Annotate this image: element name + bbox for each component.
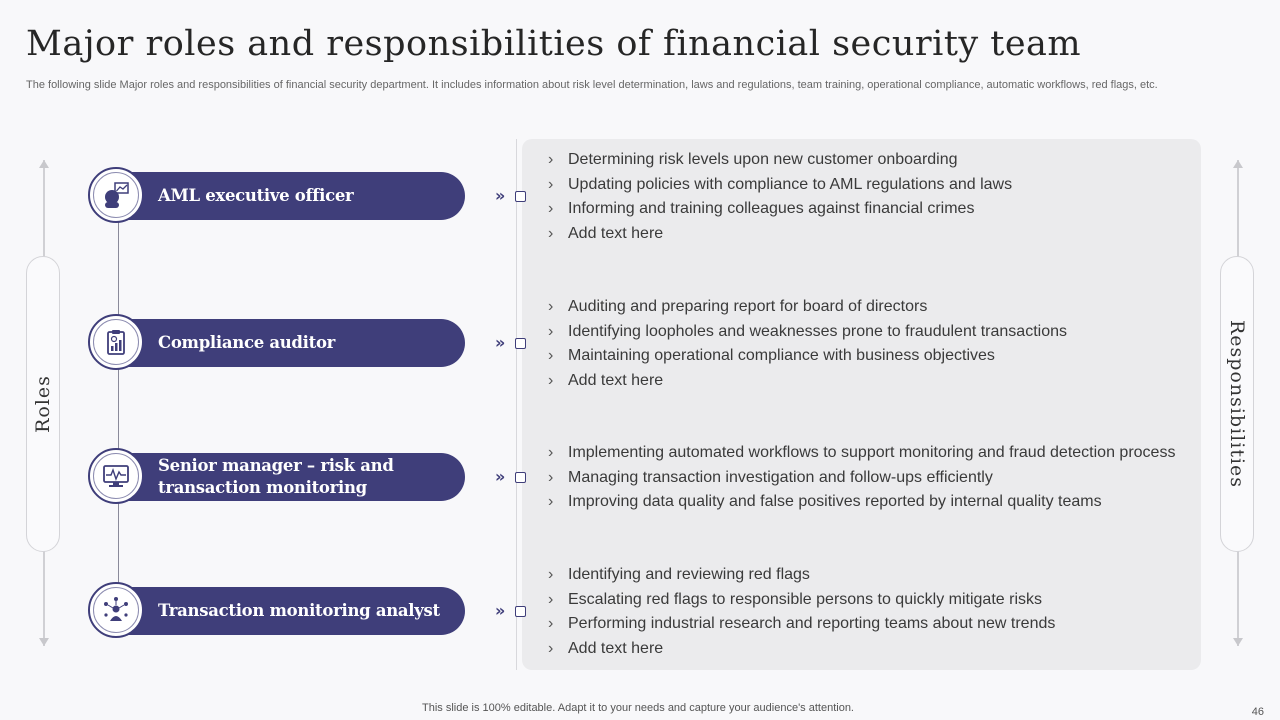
connector-square — [515, 338, 526, 349]
roles-pill — [26, 256, 60, 552]
responsibility-item: › Improving data quality and false positives reported by internal quality teams — [548, 490, 1175, 515]
roles-connector-line — [118, 196, 119, 612]
responsibility-item: › Performing industrial research and reporting teams about new trends — [548, 612, 1055, 637]
responsibility-item: › Add text here — [548, 369, 1067, 394]
role-label: Senior manager – risk and transaction monitoring — [158, 456, 394, 497]
analyst-network-icon — [101, 595, 131, 625]
role-icon-circle — [88, 582, 144, 638]
role-icon-circle — [88, 448, 144, 504]
roles-label: Roles — [32, 375, 54, 433]
responsibilities-rail — [1218, 160, 1258, 646]
arrow-up-icon — [39, 160, 49, 168]
role-senior-manager — [88, 453, 465, 501]
responsibility-item: › Escalating red flags to responsible persons to quickly mitigate risks — [548, 588, 1055, 613]
page-number: 46 — [1251, 706, 1264, 718]
responsibility-list-auditor — [548, 295, 1067, 393]
footer-note: This slide is 100% editable. Adapt it to your needs and capture your audience's attention. — [422, 702, 854, 714]
responsibility-item: › Updating policies with compliance to AML regulations and laws — [548, 173, 1012, 198]
connector-square — [515, 191, 526, 202]
role-compliance-auditor — [88, 319, 465, 367]
person-chart-icon — [101, 180, 131, 210]
responsibility-item: › Auditing and preparing report for board of directors — [548, 295, 1067, 320]
chevron-right-icon: » — [495, 467, 506, 486]
connector-square — [515, 606, 526, 617]
role-icon-circle — [88, 167, 144, 223]
responsibility-item: › Add text here — [548, 637, 1055, 662]
role-label: Compliance auditor — [158, 333, 336, 352]
responsibility-item: › Implementing automated workflows to support monitoring and fraud detection process — [548, 441, 1175, 466]
roles-rail — [24, 160, 64, 646]
arrow-down-icon — [39, 638, 49, 646]
role-label: Transaction monitoring analyst — [158, 601, 440, 620]
responsibilities-label: Responsibilities — [1226, 319, 1248, 489]
role-aml-executive-officer — [88, 172, 465, 220]
slide-title: Major roles and responsibilities of financial security team — [26, 24, 1082, 64]
chevron-right-icon: » — [495, 333, 506, 352]
chevron-right-icon: » — [495, 186, 506, 205]
arrow-up-icon — [1233, 160, 1243, 168]
arrow-down-icon — [1233, 638, 1243, 646]
clipboard-chart-icon — [101, 327, 131, 357]
role-transaction-monitoring-analyst — [88, 587, 465, 635]
responsibility-item: › Informing and training colleagues against financial crimes — [548, 197, 1012, 222]
slide-subtitle: The following slide Major roles and responsibilities of financial security department. It includes information about risk level determination, laws and regulations, team training, operational compliance, automatic workflows, red flags, etc. — [26, 79, 1158, 91]
responsibility-item: › Add text here — [548, 222, 1012, 247]
chevron-right-icon: » — [495, 601, 506, 620]
connector-square — [515, 472, 526, 483]
responsibility-list-senior-manager — [548, 441, 1175, 515]
role-label: AML executive officer — [158, 186, 354, 205]
divider — [516, 139, 517, 670]
responsibilities-pill — [1220, 256, 1254, 552]
role-icon-circle — [88, 314, 144, 370]
responsibility-item: › Identifying loopholes and weaknesses prone to fraudulent transactions — [548, 320, 1067, 345]
responsibility-item: › Determining risk levels upon new customer onboarding — [548, 148, 1012, 173]
responsibility-item: › Managing transaction investigation and follow-ups efficiently — [548, 466, 1175, 491]
responsibility-item: › Identifying and reviewing red flags — [548, 563, 1055, 588]
monitor-pulse-icon — [101, 461, 131, 491]
responsibility-list-aml — [548, 148, 1012, 246]
responsibility-item: › Maintaining operational compliance with business objectives — [548, 344, 1067, 369]
responsibility-list-analyst — [548, 563, 1055, 661]
